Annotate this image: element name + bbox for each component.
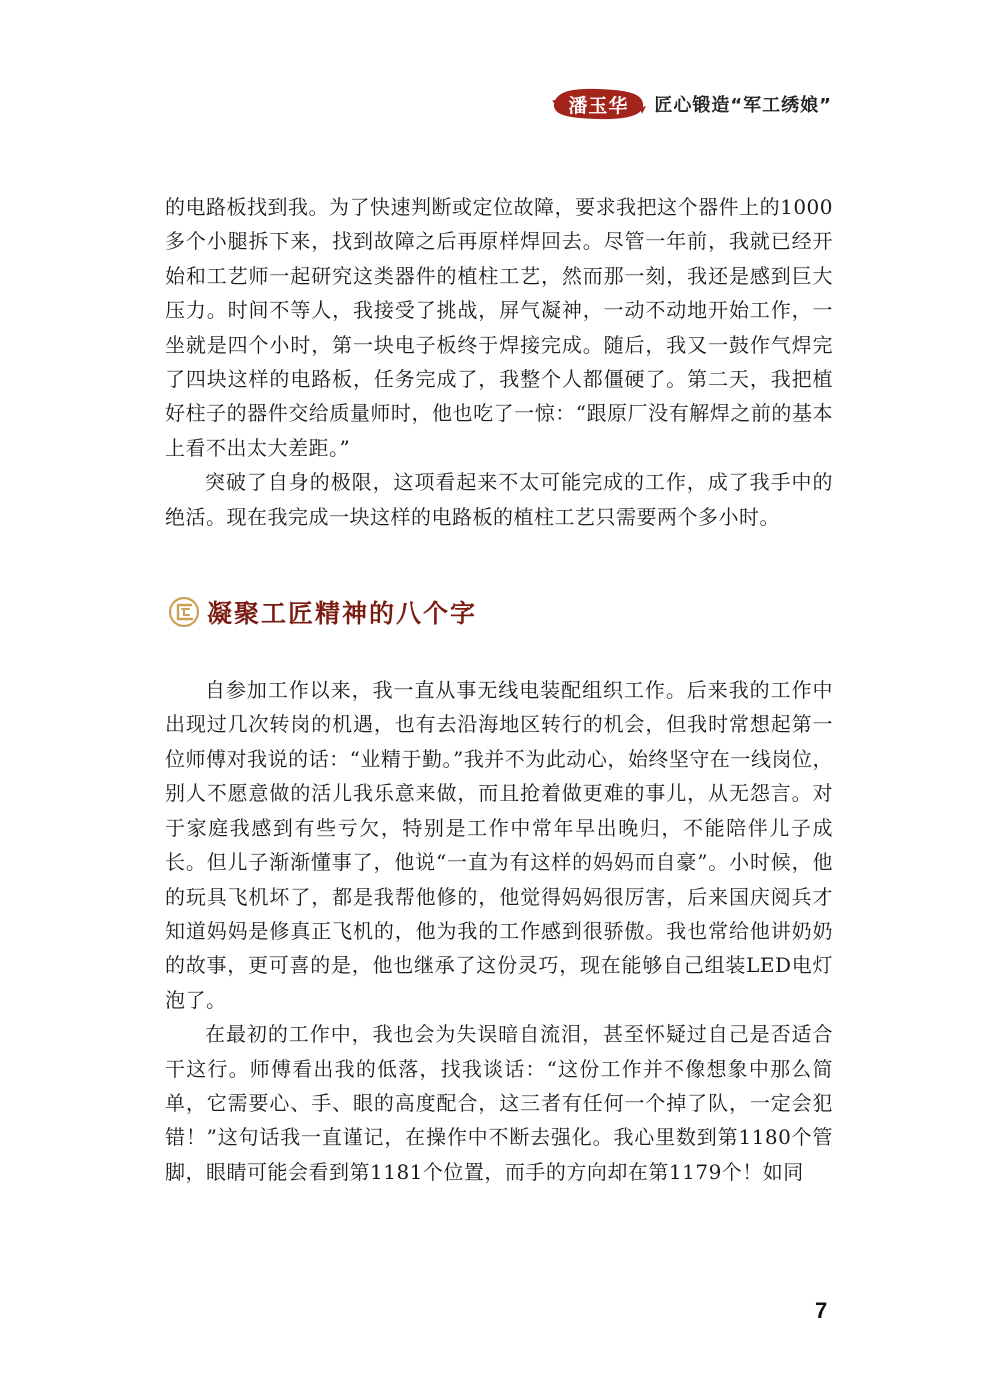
header-title: 匠心锻造“军工绣娘”: [654, 95, 832, 116]
section-heading: [167, 594, 833, 630]
name-seal: [550, 84, 646, 124]
seal-text: 潘玉华: [568, 94, 629, 117]
page-number: 7: [815, 1298, 828, 1323]
section-title: 凝聚工匠精神的八个字: [207, 599, 478, 629]
paragraph: 突破了自身的极限，这项看起来不太可能完成的工作，成了我手中的绝活。现在我完成一块这样的电路板的植柱工艺只需要两个多小时。: [165, 470, 833, 529]
page-body: [165, 190, 833, 1189]
paragraph: 在最初的工作中，我也会为失误暗自流泪，甚至怀疑过自己是否适合干这行。师傅看出我的低落，找我谈话：“这份工作并不像想象中那么简单，它需要心、手、眼的高度配合，这三者有任何一个掉了队，一定会犯错！”这句话我一直谨记，在操作中不断去强化。我心里数到第1180个管脚，眼睛可能会看到第1181个位置，而手的方向却在第1179个！如同: [165, 1022, 833, 1184]
craftsman-icon: [167, 595, 201, 629]
paragraph: 自参加工作以来，我一直从事无线电装配组织工作。后来我的工作中出现过几次转岗的机遇，也有去沿海地区转行的机会，但我时常想起第一位师傅对我说的话：“业精于勤。”我并不为此动心，始终坚守在一线岗位，别人不愿意做的活儿我乐意来做，而且抢着做更难的事儿，从无怨言。对于家庭我感到有些亏欠，特别是工作中常年早出晚归，不能陪伴儿子成长。但儿子渐渐懂事了，他说“一直为有这样的妈妈而自豪”。小时候，他的玩具飞机坏了，都是我帮他修的，他觉得妈妈很厉害，后来国庆阅兵才知道妈妈是修真正飞机的，他为我的工作感到很骄傲。我也常给他讲奶奶的故事，更可喜的是，他也继承了这份灵巧，现在能够自己组装LED电灯泡了。: [165, 678, 833, 1012]
running-header: [550, 84, 832, 124]
paragraph: 的电路板找到我。为了快速判断或定位故障，要求我把这个器件上的1000多个小腿拆下来，找到故障之后再原样焊回去。尽管一年前，我就已经开始和工艺师一起研究这类器件的植柱工艺，然而那一刻，我还是感到巨大压力。时间不等人，我接受了挑战，屏气凝神，一动不动地开始工作，一坐就是四个小时，第一块电子板终于焊接完成。随后，我又一鼓作气焊完了四块这样的电路板，任务完成了，我整个人都僵硬了。第二天，我把植好柱子的器件交给质量师时，他也吃了一惊：“跟原厂没有解焊之前的基本上看不出太大差距。”: [165, 195, 833, 460]
